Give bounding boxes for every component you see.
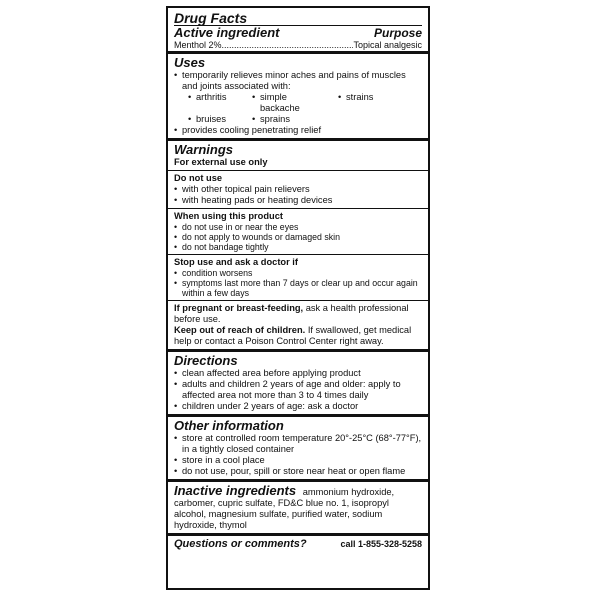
uses-item: • provides cooling penetrating relief <box>174 125 422 136</box>
when-using-item: • do not apply to wounds or damaged skin <box>174 232 422 242</box>
children-warning: Keep out of reach of children. If swallowed, get medical help or contact a Poison Control Center right away. <box>174 325 412 346</box>
stop-use-heading: Stop use and ask a doctor if <box>174 257 298 267</box>
directions-heading: Directions <box>174 353 238 368</box>
active-ingredient-value: Menthol 2% <box>174 40 222 50</box>
other-information-item: • store at controlled room temperature 20°-25°C (68°-77°F), in a tightly closed container <box>174 433 422 455</box>
uses-heading: Uses <box>174 55 206 70</box>
condition-item: • arthritis <box>188 92 242 114</box>
questions-label: Questions or comments? <box>174 538 307 550</box>
directions-item: • clean affected area before applying product <box>174 368 422 379</box>
inactive-ingredients-list: ammonium hydroxide, carbomer, cupric sulfate, FD&C blue no. 1, isopropyl alcohol, magnesium sulfate, purified water, sodium hydroxide, thymol <box>174 487 395 530</box>
when-using-block <box>168 208 428 254</box>
other-information-heading: Other information <box>174 418 284 433</box>
when-using-item: • do not use in or near the eyes <box>174 222 422 232</box>
do-not-use-block <box>168 170 428 208</box>
when-using-item: • do not bandage tightly <box>174 242 422 252</box>
directions-item: • adults and children 2 years of age and older: apply to affected area not more than 3 to 4 times daily <box>174 379 422 401</box>
condition-item: • strains <box>338 92 373 114</box>
do-not-use-heading: Do not use <box>174 173 223 183</box>
condition-item: • bruises <box>188 114 242 125</box>
warnings-section <box>168 138 428 170</box>
pregnancy-warning: If pregnant or breast-feeding, ask a health professional before use. <box>174 303 409 324</box>
drug-facts-panel <box>166 6 430 590</box>
directions-section <box>168 349 428 414</box>
warnings-heading: Warnings <box>174 142 233 157</box>
condition-item: • simple backache <box>252 92 328 114</box>
other-information-section <box>168 414 428 479</box>
do-not-use-item: • with other topical pain relievers <box>174 184 422 195</box>
other-information-item: • do not use, pour, spill or store near heat or open flame <box>174 466 422 477</box>
purpose-heading: Purpose <box>373 26 422 40</box>
pregnancy-children-block <box>168 300 428 349</box>
do-not-use-item: • with heating pads or heating devices <box>174 195 422 206</box>
questions-section <box>168 533 428 552</box>
uses-section <box>168 51 428 138</box>
stop-use-block <box>168 254 428 300</box>
active-ingredient-row <box>174 40 422 51</box>
uses-conditions <box>174 92 422 125</box>
stop-use-item: • symptoms last more than 7 days or clear up and occur again within a few days <box>174 278 422 298</box>
stop-use-item: • condition worsens <box>174 268 422 278</box>
questions-phone: call 1-855-328-5258 <box>340 539 422 549</box>
uses-item: • temporarily relieves minor aches and pains of muscles and joints associated with: <box>174 70 422 92</box>
inactive-ingredients-heading: Inactive ingredients <box>174 483 297 498</box>
other-information-item: • store in a cool place <box>174 455 422 466</box>
drug-facts-title: Drug Facts <box>174 10 248 26</box>
directions-item: • children under 2 years of age: ask a doctor <box>174 401 422 412</box>
purpose-value: Topical analgesic <box>353 40 422 50</box>
condition-item: • sprains <box>252 114 290 125</box>
external-use-note: For external use only <box>174 157 268 167</box>
active-ingredient-heading: Active ingredient <box>174 25 280 40</box>
active-ingredient-header <box>174 25 422 40</box>
inactive-ingredients-section <box>168 479 428 533</box>
when-using-heading: When using this product <box>174 211 283 221</box>
